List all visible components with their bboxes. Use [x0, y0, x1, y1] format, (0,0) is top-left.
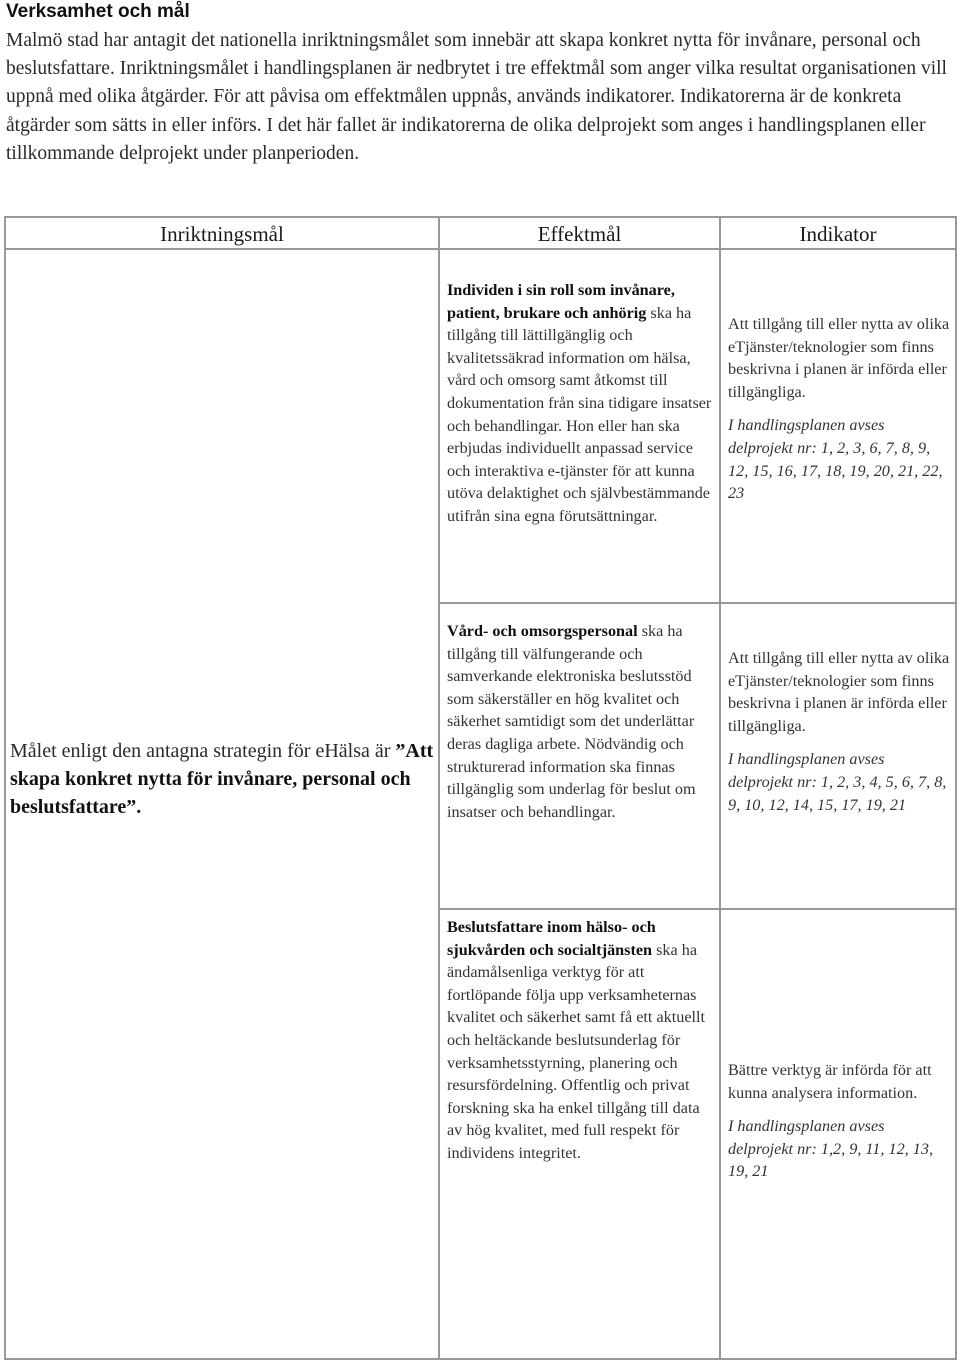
- row-divider-2: [438, 908, 957, 910]
- effect-cell-3: [447, 916, 715, 1165]
- row-divider-1: [438, 602, 957, 604]
- table-border-bottom: [4, 1358, 957, 1360]
- intro-paragraph: Malmö stad har antagit det nationella inriktningsmålet som innebär att skapa konkret nytta för invånare, personal och beslutsfattare. Inriktningsmålet i handlingsplanen är nedbrytet i tre effektmål som anger vilka resultat organisationen vill uppnå med olika åtgärder. För att påvisa om effektmålen uppnås, används indikatorer. Indikatorerna är de konkreta åtgärder som sätts in eller införs. I det här fallet är indikatorerna de olika delprojekt som anges i handlingsplanen eller tillkommande delprojekt under planperioden.: [6, 30, 947, 164]
- table-border-col1: [438, 216, 440, 1360]
- effect-description-1: ska ha tillgång till lättillgänglig och kvalitetssäkrad information om hälsa, vård och omsorg samt åtkomst till dokumentation från sina tidigare insatser och behandlingar. Hon eller han ska erbjudas individuellt anpassad service och interaktiva e-tjänster för att kunna utöva delaktighet och självbestämmande utifrån sina egna förutsättningar.: [447, 303, 712, 525]
- indicator-text-1: Att tillgång till eller nytta av olika eTjänster/teknologier som finns beskrivna i planen är införda eller tillgängliga.: [728, 315, 950, 401]
- effect-target-2: Vård- och omsorgspersonal: [447, 622, 638, 640]
- indicator-projects-1: I handlingsplanen avses delprojekt nr: 1, 2, 3, 6, 7, 8, 9, 12, 15, 16, 17, 18, 19, 20, 21, 22, 23: [728, 416, 943, 503]
- table-border-top: [4, 216, 957, 218]
- section-heading: Verksamhet och mål: [6, 1, 190, 22]
- goal-text: [10, 737, 434, 821]
- goal-statement: ”Att skapa konkret nytta för invånare, personal och beslutsfattare”.: [10, 740, 434, 818]
- effect-target-3: Beslutsfattare inom hälso- och sjukvården och socialtjänsten: [447, 918, 656, 959]
- effect-cell-1: [447, 279, 712, 528]
- header-indikator: Indikator: [799, 222, 877, 246]
- table-border-right: [955, 216, 957, 1360]
- effect-cell-2: [447, 620, 715, 823]
- indicator-cell-3: [728, 1059, 953, 1183]
- indicator-cell-1: [728, 313, 953, 505]
- table-border-left: [4, 216, 6, 1360]
- header-effektmal: Effektmål: [537, 222, 622, 246]
- goal-prefix: Målet enligt den antagna strategin för eHälsa är: [10, 740, 396, 762]
- table-border-col2: [719, 216, 721, 1360]
- indicator-projects-2: I handlingsplanen avses delprojekt nr: 1, 2, 3, 4, 5, 6, 7, 8, 9, 10, 12, 14, 15, 17, 19, 21: [728, 750, 947, 814]
- indicator-text-3: Bättre verktyg är införda för att kunna analysera information.: [728, 1061, 932, 1102]
- effect-target-1: Individen i sin roll som invånare, patient, brukare och anhörig: [447, 281, 675, 322]
- effect-description-2: ska ha tillgång till välfungerande och samverkande elektroniska beslutsstöd som säkerställer en hög kvalitet och säkerhet samtidigt som det underlättar deras dagliga arbete. Nödvändig och strukturerad information ska finnas tillgänglig som underlag för beslut om insatser och behandlingar.: [447, 622, 696, 821]
- effect-description-3: ska ha ändamålsenliga verktyg för att fortlöpande följa upp verksamheternas kvalitet och säkerhet samt få ett aktuellt och heltäckande beslutsunderlag för verksamhetsstyrning, planering och resursfördelning. Offentlig och privat forskning ska ha enkel tillgång till data av hög kvalitet, med full respekt för individens integritet.: [447, 940, 706, 1162]
- header-inriktningsmal: Inriktningsmål: [160, 222, 284, 246]
- indicator-cell-2: [728, 647, 953, 816]
- table-border-header: [4, 248, 957, 250]
- indicator-projects-3: I handlingsplanen avses delprojekt nr: 1,2, 9, 11, 12, 13, 19, 21: [728, 1117, 934, 1181]
- indicator-text-2: Att tillgång till eller nytta av olika eTjänster/teknologier som finns beskrivna i planen är införda eller tillgängliga.: [728, 649, 950, 735]
